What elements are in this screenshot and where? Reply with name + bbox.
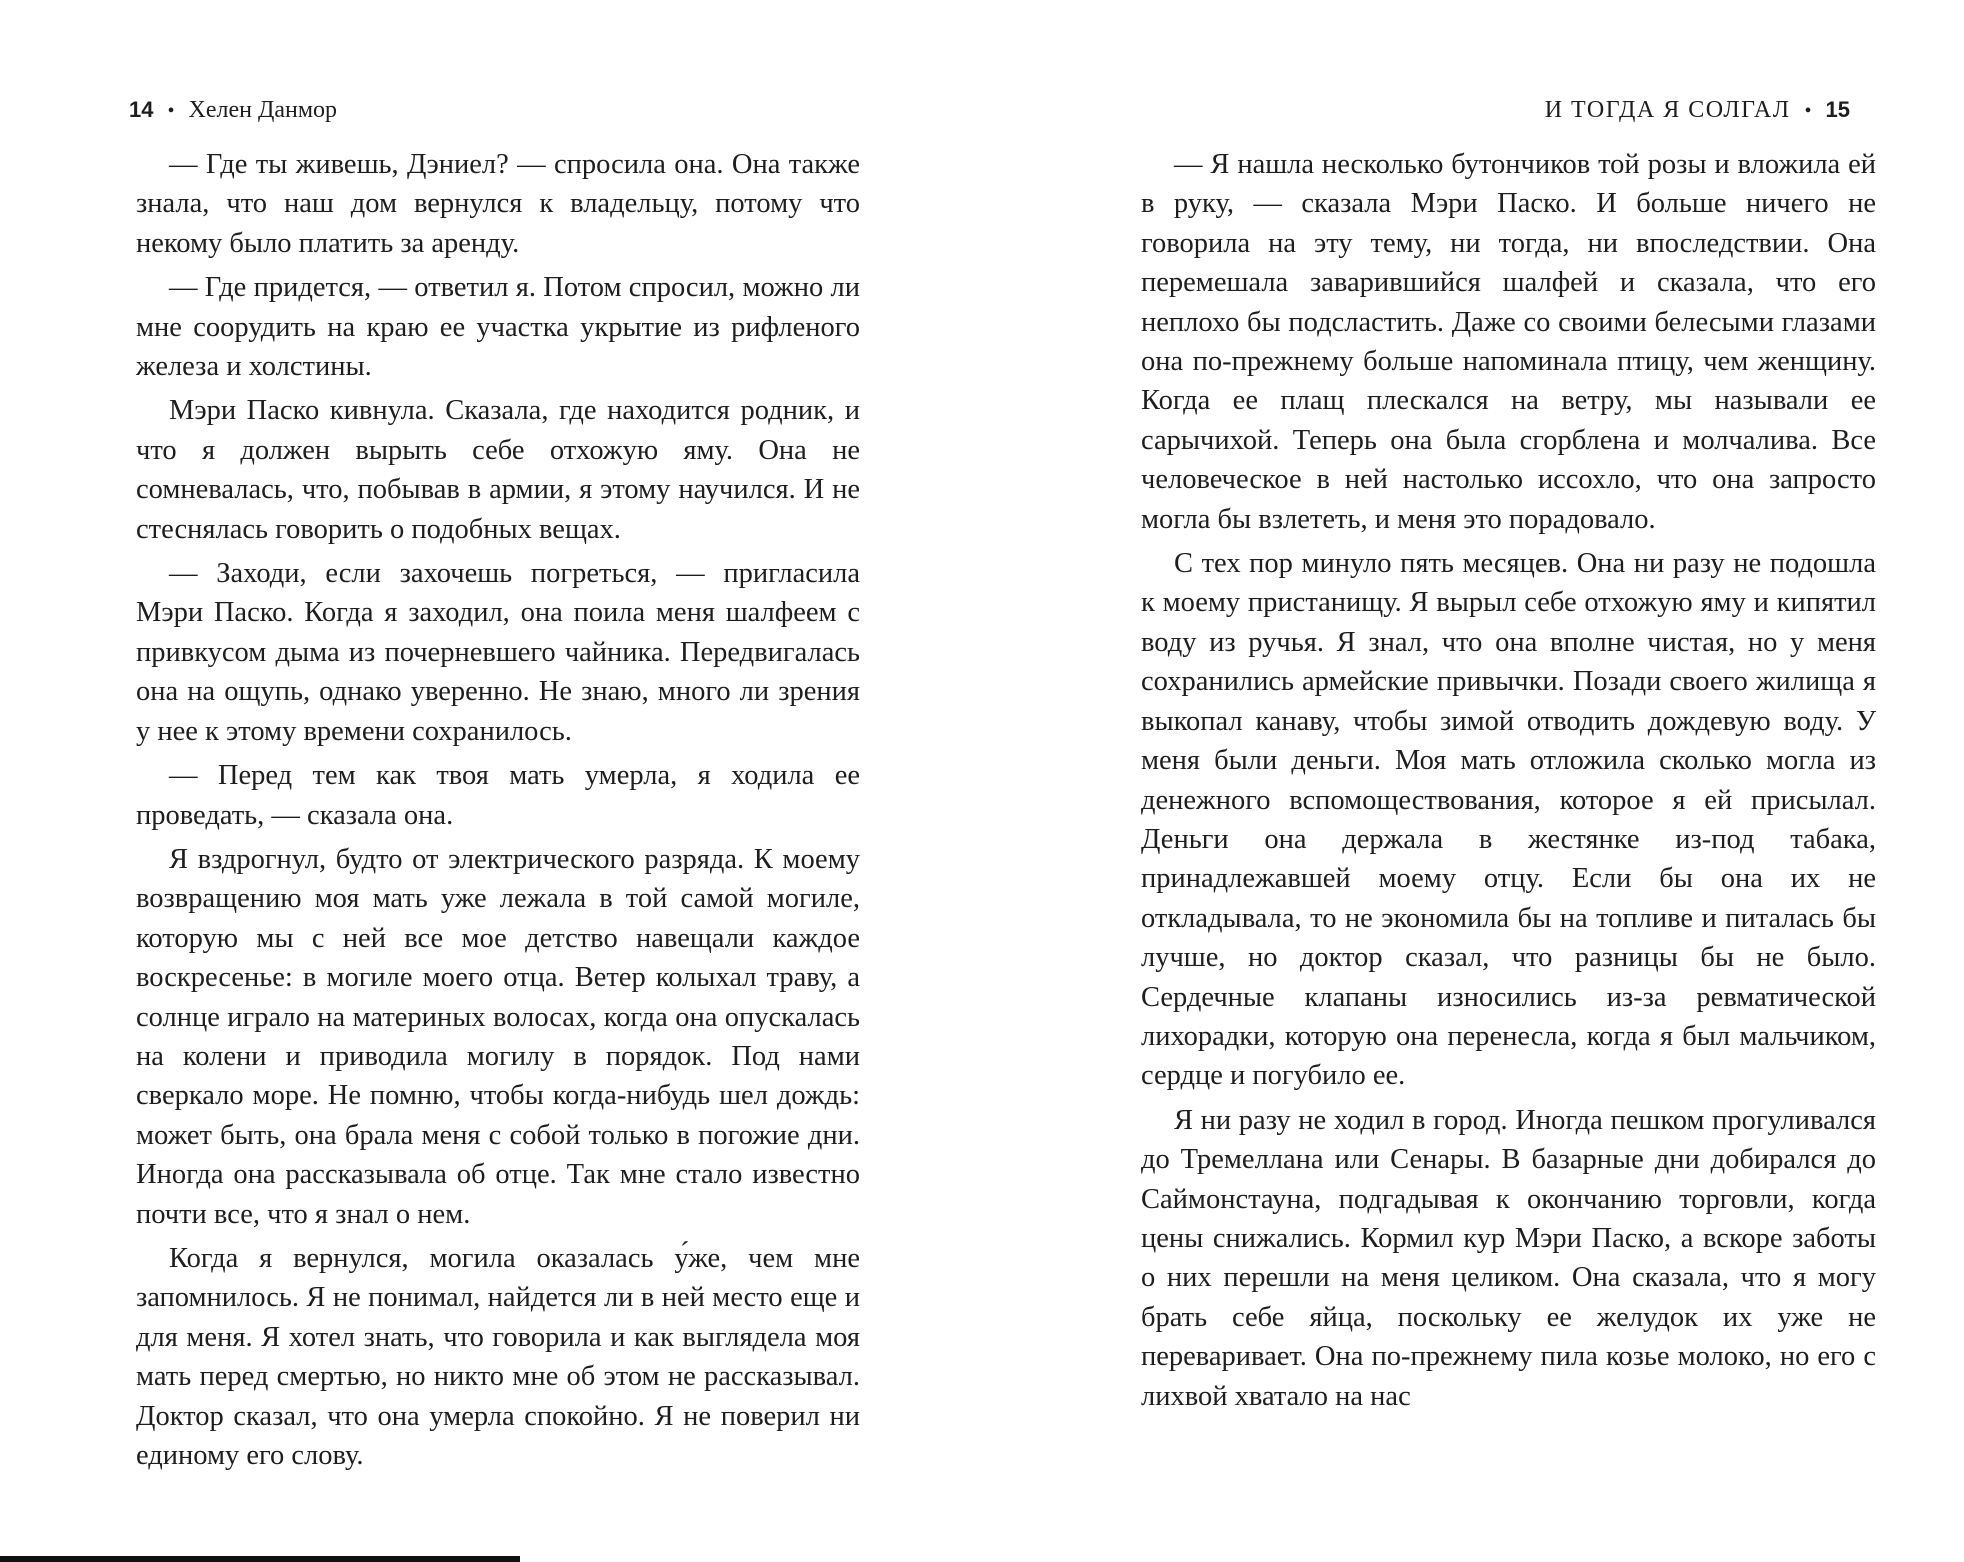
right-running-head bbox=[1545, 94, 1850, 127]
left-body-text bbox=[136, 145, 860, 1475]
left-running-head bbox=[129, 94, 337, 127]
page-number: 15 bbox=[1825, 97, 1850, 122]
paragraph: — Я нашла несколько бутончиков той розы и вложила ей в руку, — сказала Мэри Паско. И больше ничего не говорила на эту тему, ни тогда, ни впоследствии. Она перемешала заварившийся шалфей и сказала, что его неплохо бы подсластить. Даже со своими белесыми глазами она по-прежнему больше напоминала птицу, чем женщину. Когда ее плащ плескался на ветру, мы называли ее сарычихой. Теперь она была сгорблена и молчалива. Все человеческое в ней настолько иссохло, что она запросто могла бы взлететь, и меня это порадовало. bbox=[1141, 149, 1876, 535]
paragraph: Я ни разу не ходил в город. Иногда пешком прогуливался до Тремеллана или Сенары. В базарные дни добирался до Саймонстауна, подгадывая к окончанию торговли, когда цены снижались. Кормил кур Мэри Паско, а вскоре заботы о них перешли на меня целиком. Она сказала, что я могу брать себе яйца, поскольку ее желудок их уже не переваривает. Она по-прежнему пила козье молоко, но его с лихвой хватало на нас bbox=[1141, 1104, 1876, 1412]
paragraph: С тех пор минуло пять месяцев. Она ни разу не подошла к моему пристанищу. Я вырыл себе отхожую яму и кипятил воду из ручья. Я знал, что она вполне чистая, но у меня сохранились армейские привычки. Позади своего жилища я выкопал канаву, чтобы зимой отводить дождевую воду. У меня были деньги. Моя мать отложила сколько могла из денежного вспомоществования, которое я ей присылал. Деньги она держала в жестянке из-под табака, принадлежавшей моему отцу. Если бы она их не откладывала, то не экономила бы на топливе и питалась бы лучше, но доктор сказал, что разницы бы не было. Сердечные клапаны износились из-за ревматической лихорадки, которую она перенесла, когда я был мальчиком, сердце и погубило ее. bbox=[1141, 548, 1876, 1092]
page-number: 14 bbox=[129, 97, 154, 122]
bullet-separator: • bbox=[1804, 100, 1812, 122]
author-name: Хелен Данмор bbox=[188, 97, 338, 123]
paragraph: Мэри Паско кивнула. Сказала, где находится родник, и что я должен вырыть себе отхожую яму. Она не сомневалась, что, побывав в армии, я этому научился. И не стеснялась говорить о подобных вещах. bbox=[136, 395, 860, 545]
right-page bbox=[982, 0, 1964, 1562]
paragraph: — Заходи, если захочешь погреться, — пригласила Мэри Паско. Когда я заходил, она поила меня шалфеем с привкусом дыма из почерневшего чайника. Передвигалась она на ощупь, однако уверенно. Не знаю, много ли зрения у нее к этому времени сохранилось. bbox=[136, 558, 860, 747]
paragraph: — Перед тем как твоя мать умерла, я ходила ее проведать, — сказала она. bbox=[136, 760, 860, 831]
book-title: И ТОГДА Я СОЛГАЛ bbox=[1544, 97, 1791, 123]
paragraph: — Где ты живешь, Дэниел? — спросила она. Она также знала, что наш дом вернулся к владельцу, потому что некому было платить за аренду. bbox=[136, 149, 860, 259]
scan-edge-shadow bbox=[0, 1556, 520, 1562]
right-body-text bbox=[1141, 145, 1876, 1416]
paragraph: — Где придется, — ответил я. Потом спросил, можно ли мне соорудить на краю ее участка укрытие из рифленого железа и холстины. bbox=[136, 272, 860, 383]
bullet-separator: • bbox=[167, 100, 175, 122]
paragraph: Когда я вернулся, могила оказалась у́же, чем мне запомнилось. Я не понимал, найдется ли в ней место еще и для меня. Я хотел знать, что говорила и как выглядела моя мать перед смертью, но никто мне об этом не рассказывал. Доктор сказал, что она умерла спокойно. Я не поверил ни единому его слову. bbox=[136, 1242, 860, 1471]
paragraph: Я вздрогнул, будто от электрического разряда. К моему возвращению моя мать уже лежала в той самой могиле, которую мы с ней все мое детство навещали каждое воскресенье: в могиле моего отца. Ветер колыхал траву, а солнце играло на материных волосах, когда она опускалась на колени и приводила могилу в порядок. Под нами сверкало море. Не помню, чтобы когда-нибудь шел дождь: может быть, она брала меня с собой только в погожие дни. Иногда она рассказывала об отце. Так мне стало известно почти все, что я знал о нем. bbox=[136, 843, 860, 1230]
